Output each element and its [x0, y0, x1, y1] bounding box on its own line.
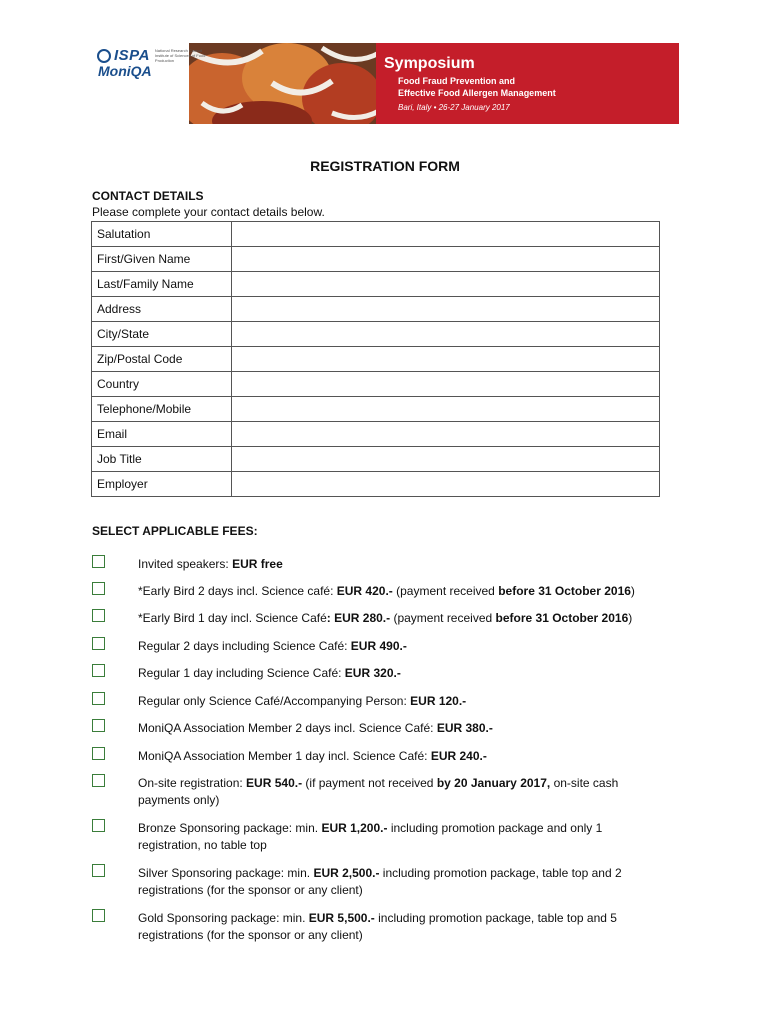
contact-field-label: Last/Family Name [92, 272, 232, 297]
contact-field-input[interactable] [232, 222, 660, 247]
fees-heading: SELECT APPLICABLE FEES: [92, 524, 258, 538]
contact-row [92, 297, 660, 322]
fee-option-label: *Early Bird 2 days incl. Science café: EUR 420.- (payment received before 31 October 2016) [138, 584, 635, 598]
moniqa-logo: MoniQA [98, 63, 152, 79]
fee-option-label: Silver Sponsoring package: min. EUR 2,500.- including promotion package, table top and 2 registrations (for the sponsor or any client) [138, 866, 622, 897]
fee-option-label: Invited speakers: EUR free [138, 557, 283, 571]
contact-row [92, 372, 660, 397]
fee-checkbox[interactable] [92, 692, 105, 705]
ispa-logo-text: ISPA [114, 47, 150, 64]
fee-checkbox[interactable] [92, 582, 105, 595]
contact-intro: Please complete your contact details below. [92, 205, 325, 219]
fee-option-label: Bronze Sponsoring package: min. EUR 1,200.- including promotion package and only 1 registration, no table top [138, 821, 603, 852]
fee-option-label: MoniQA Association Member 1 day incl. Science Café: EUR 240.- [138, 749, 487, 763]
contact-field-label: First/Given Name [92, 247, 232, 272]
contact-field-input[interactable] [232, 347, 660, 372]
ispa-logo-subtitle: National Research Council Institute of Sciences of Food Production [154, 48, 206, 63]
contact-field-input[interactable] [232, 397, 660, 422]
contact-field-input[interactable] [232, 322, 660, 347]
fee-option-label: On-site registration: EUR 540.- (if payment not received by 20 January 2017, on-site cash payments only) [138, 776, 619, 807]
fee-option-label: Regular 2 days including Science Café: EUR 490.- [138, 639, 407, 653]
contact-field-label: Telephone/Mobile [92, 397, 232, 422]
contact-heading: CONTACT DETAILS [92, 189, 204, 203]
contact-row [92, 422, 660, 447]
fee-checkbox[interactable] [92, 664, 105, 677]
fee-checkbox[interactable] [92, 637, 105, 650]
fee-checkbox[interactable] [92, 747, 105, 760]
contact-row [92, 347, 660, 372]
contact-field-input[interactable] [232, 247, 660, 272]
contact-field-input[interactable] [232, 372, 660, 397]
contact-field-label: Employer [92, 472, 232, 497]
contact-row [92, 222, 660, 247]
fee-checkbox[interactable] [92, 819, 105, 832]
fee-option-label: MoniQA Association Member 2 days incl. Science Café: EUR 380.- [138, 721, 493, 735]
fee-checkbox[interactable] [92, 555, 105, 568]
contact-row [92, 322, 660, 347]
contact-row [92, 472, 660, 497]
contact-field-label: Email [92, 422, 232, 447]
symposium-subtitle-line1: Food Fraud Prevention and [398, 76, 516, 86]
contact-field-input[interactable] [232, 272, 660, 297]
contact-row [92, 397, 660, 422]
contact-field-label: Salutation [92, 222, 232, 247]
fee-checkbox[interactable] [92, 864, 105, 877]
contact-field-label: Country [92, 372, 232, 397]
fee-option-label: *Early Bird 1 day incl. Science Café: EUR 280.- (payment received before 31 October 2016) [138, 611, 633, 625]
contact-row [92, 247, 660, 272]
contact-field-input[interactable] [232, 297, 660, 322]
contact-row [92, 272, 660, 297]
contact-field-label: Zip/Postal Code [92, 347, 232, 372]
ispa-circle-icon [97, 49, 111, 63]
contact-field-input[interactable] [232, 422, 660, 447]
page-title: REGISTRATION FORM [310, 158, 460, 174]
contact-field-input[interactable] [232, 447, 660, 472]
symposium-subtitle-line2: Effective Food Allergen Management [398, 88, 556, 98]
ispa-logo [97, 47, 207, 64]
fee-checkbox[interactable] [92, 719, 105, 732]
contact-table [91, 221, 660, 497]
fee-checkbox[interactable] [92, 909, 105, 922]
contact-row [92, 447, 660, 472]
fee-option-label: Gold Sponsoring package: min. EUR 5,500.- including promotion package, table top and 5 registrations (for the sponsor or any client) [138, 911, 617, 942]
fee-checkbox[interactable] [92, 609, 105, 622]
fee-option-label: Regular 1 day including Science Café: EUR 320.- [138, 666, 401, 680]
contact-field-label: Address [92, 297, 232, 322]
fee-option-label: Regular only Science Café/Accompanying Person: EUR 120.- [138, 694, 467, 708]
fee-checkbox[interactable] [92, 774, 105, 787]
symposium-title: Symposium [384, 55, 475, 72]
contact-field-input[interactable] [232, 472, 660, 497]
contact-field-label: Job Title [92, 447, 232, 472]
symposium-date: Bari, Italy • 26-27 January 2017 [398, 103, 510, 112]
contact-field-label: City/State [92, 322, 232, 347]
